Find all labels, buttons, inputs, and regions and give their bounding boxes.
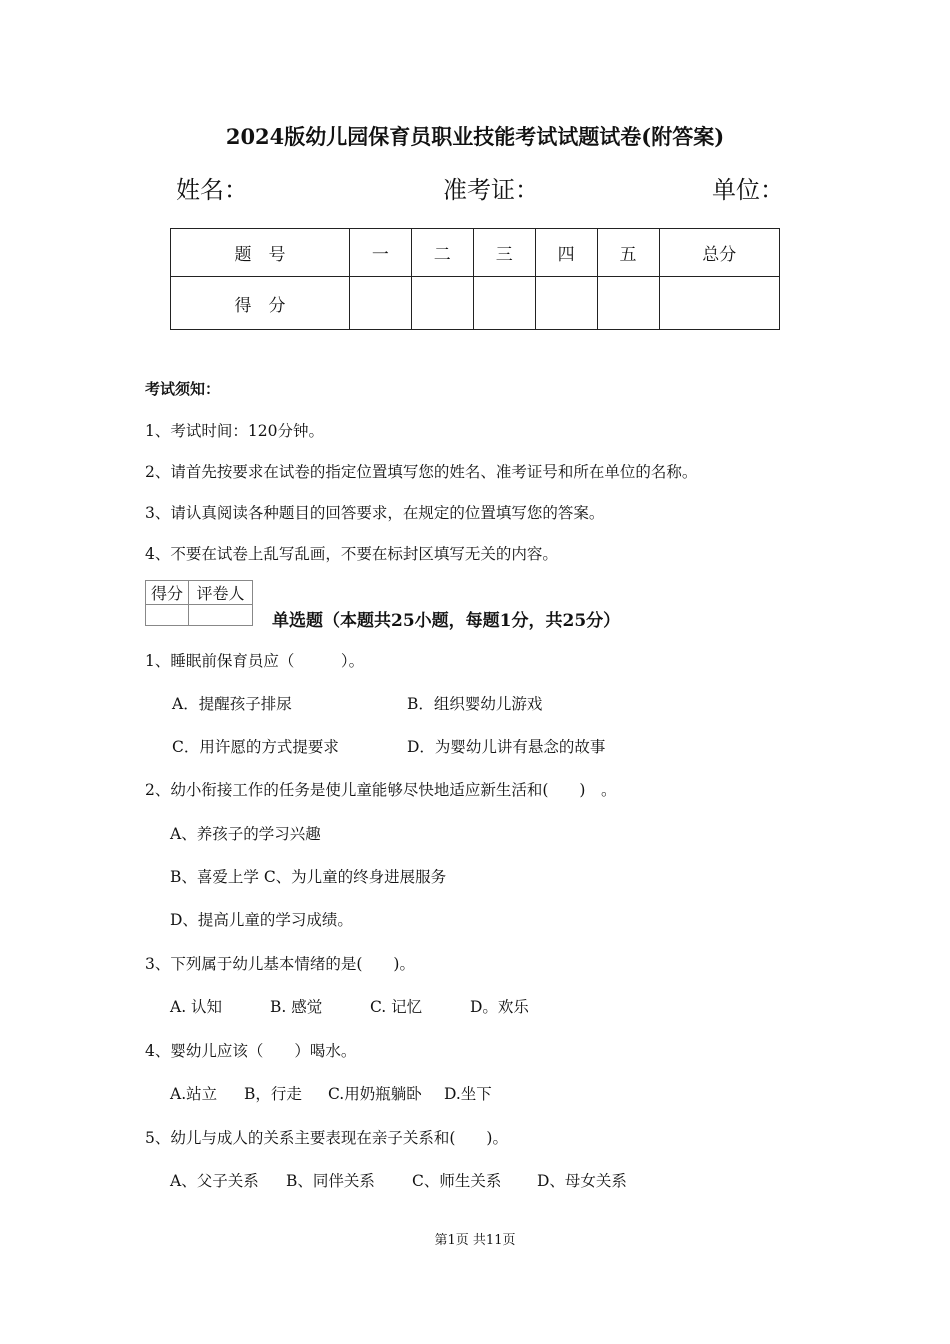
- score-table-header-cell: 五: [597, 229, 659, 277]
- question-option: A、养孩子的学习兴趣: [170, 825, 321, 843]
- question-option: B、喜爱上学 C、为儿童的终身进展服务: [170, 868, 447, 886]
- score-cell[interactable]: [349, 277, 411, 330]
- question-stem: 3、下列属于幼儿基本情绪的是( )。: [145, 955, 415, 973]
- section-title: 单选题（本题共25小题，每题1分，共25分）: [272, 611, 621, 631]
- score-table-header-cell: 一: [349, 229, 411, 277]
- document-title: 2024版幼儿园保育员职业技能考试试题试卷(附答案): [225, 124, 725, 149]
- question-stem: 2、幼小衔接工作的任务是使儿童能够尽快地适应新生活和( ) 。: [145, 781, 617, 799]
- score-table-header-cell: 总分: [659, 229, 779, 277]
- question-option: B. 感觉: [270, 998, 323, 1016]
- score-cell[interactable]: [411, 277, 473, 330]
- question-stem: 4、婴幼儿应该（ ）喝水。: [145, 1042, 357, 1060]
- score-table: [170, 228, 780, 330]
- question-option: A.站立: [170, 1085, 218, 1103]
- question-option: B．组织婴幼儿游戏: [407, 695, 543, 713]
- notice-item: 1、考试时间：120分钟。: [145, 422, 324, 440]
- grader-score-cell[interactable]: [146, 605, 189, 626]
- name-field-label: 姓名：: [176, 176, 248, 204]
- notice-heading: 考试须知：: [145, 380, 221, 398]
- question-option: B、同伴关系: [286, 1172, 375, 1190]
- question-option: D.坐下: [444, 1085, 492, 1103]
- question-stem: 1、睡眠前保育员应（ ）。: [145, 652, 365, 670]
- notice-item: 4、不要在试卷上乱写乱画，不要在标封区填写无关的内容。: [145, 545, 558, 563]
- question-stem: 5、幼儿与成人的关系主要表现在亲子关系和( )。: [145, 1129, 508, 1147]
- grader-score-label: 得分: [146, 581, 189, 605]
- grader-name-cell[interactable]: [189, 605, 253, 626]
- question-option: D．为婴幼儿讲有悬念的故事: [407, 738, 606, 756]
- question-option: A. 认知: [170, 998, 223, 1016]
- unit-field-label: 单位：: [712, 176, 784, 204]
- page-footer: 第1页 共11页: [434, 1233, 516, 1248]
- question-option: C、师生关系: [412, 1172, 502, 1190]
- score-cell[interactable]: [659, 277, 779, 330]
- score-table-header-cell: 四: [535, 229, 597, 277]
- question-option: B，行走: [244, 1085, 302, 1103]
- question-option: D。欢乐: [470, 998, 529, 1016]
- question-option: C．用许愿的方式提要求: [172, 738, 339, 756]
- question-option: C.用奶瓶躺卧: [328, 1085, 422, 1103]
- score-table-header-cell: 二: [411, 229, 473, 277]
- question-option: A、父子关系: [170, 1172, 259, 1190]
- question-option: D、母女关系: [537, 1172, 627, 1190]
- score-table-header-cell: 三: [473, 229, 535, 277]
- score-table-header-cell: 题 号: [171, 229, 350, 277]
- score-cell[interactable]: [535, 277, 597, 330]
- grader-name-label: 评卷人: [189, 581, 253, 605]
- question-option: D、提高儿童的学习成绩。: [170, 911, 353, 929]
- notice-item: 2、请首先按要求在试卷的指定位置填写您的姓名、准考证号和所在单位的名称。: [145, 463, 698, 481]
- exam-number-field-label: 准考证：: [443, 176, 539, 204]
- score-cell[interactable]: [473, 277, 535, 330]
- score-table-header-row: [171, 229, 780, 277]
- score-row-label: 得 分: [171, 277, 350, 330]
- score-table-score-row: [171, 277, 780, 330]
- score-cell[interactable]: [597, 277, 659, 330]
- question-option: A．提醒孩子排尿: [172, 695, 292, 713]
- question-option: C. 记忆: [370, 998, 423, 1016]
- notice-item: 3、请认真阅读各种题目的回答要求，在规定的位置填写您的答案。: [145, 504, 605, 522]
- grader-box: [145, 580, 253, 626]
